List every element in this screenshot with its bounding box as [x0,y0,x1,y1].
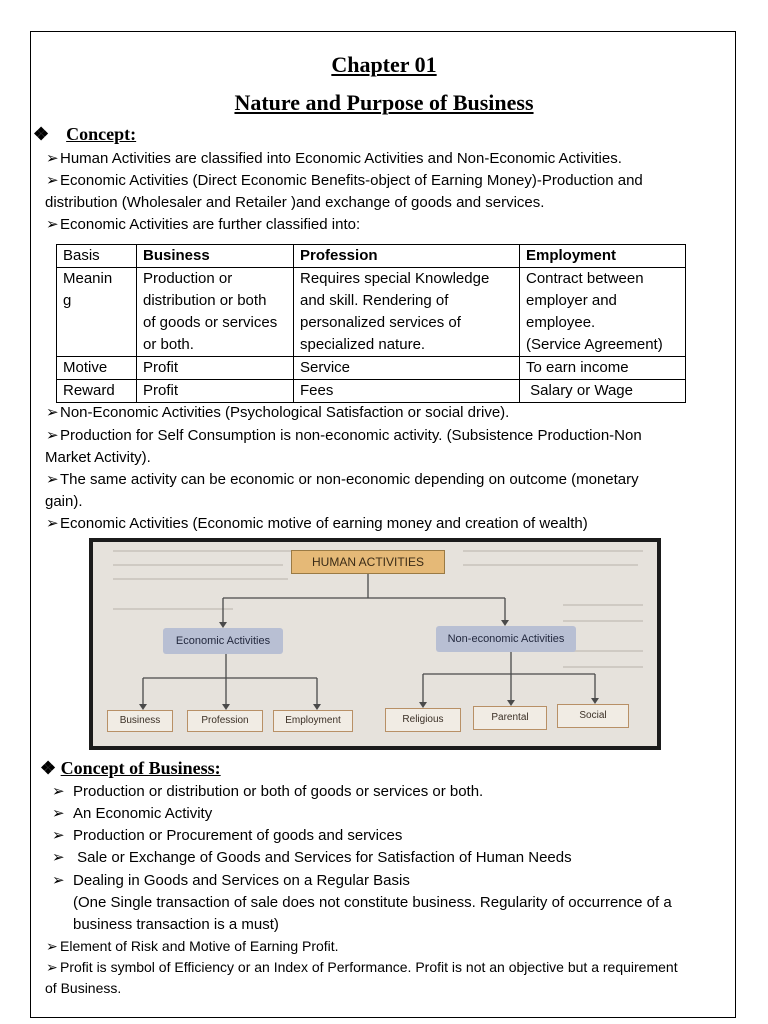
diagram-leaf-religious: Religious [385,708,461,732]
arrow-bullet-icon: ➢ [46,959,58,975]
chapter-subtitle: Nature and Purpose of Business [234,90,534,115]
list-item: ➢ Sale or Exchange of Goods and Services for Satisfaction of Human Needs [52,847,572,869]
concept-line: ➢Economic Activities (Direct Economic Benefits-object of Earning Money)-Production and [46,170,643,192]
arrow-bullet-icon: ➢ [52,849,65,866]
arrow-bullet-icon: ➢ [46,471,59,488]
diagram-leaf-employment: Employment [273,710,353,732]
table-cell: Profit [137,357,294,380]
diagram-economic-node: Economic Activities [163,628,283,654]
body-line: gain). [45,493,83,510]
list-item: ➢ Dealing in Goods and Services on a Regular Basis [52,870,410,892]
body-line: ➢ Profit is symbol of Efficiency or an Index of Performance. Profit is not an objective but a requirement [46,956,678,978]
list-item: ➢ An Economic Activity [52,803,212,825]
arrow-bullet-icon: ➢ [46,172,59,189]
classification-table [56,244,686,403]
table-header-cell: Business [137,245,294,268]
table-row [57,268,686,357]
table-cell: Fees [294,380,520,403]
arrow-bullet-icon: ➢ [46,938,58,954]
table-cell: Contract between employer and employee. (Service Agreement) [520,268,686,357]
concept-of-business-heading [40,758,221,779]
table-row [57,357,686,380]
table-cell: Production or distribution or both of goods or services or both. [137,268,294,357]
table-cell: Service [294,357,520,380]
concept-heading [33,124,136,145]
body-line: of Business. [45,980,122,996]
chapter-title: Chapter 01 [331,52,437,77]
table-cell: Requires special Knowledge and skill. Rendering of personalized services of specialized nature. [294,268,520,357]
diagram-leaf-profession: Profession [187,710,263,732]
diagram-leaf-parental: Parental [473,706,547,730]
arrow-bullet-icon: ➢ [46,515,59,532]
arrow-bullet-icon: ➢ [52,872,65,889]
list-item: ➢ Production or distribution or both of goods or services or both. [52,781,483,803]
table-header-row [57,245,686,268]
arrow-bullet-icon: ➢ [52,827,65,844]
table-header-cell: Profession [294,245,520,268]
concept-line: distribution (Wholesaler and Retailer )and exchange of goods and services. [45,194,545,211]
concept-heading-text: Concept: [66,124,137,144]
table-cell: Motive [57,357,137,380]
arrow-bullet-icon: ➢ [46,150,59,167]
concept-line: ➢Human Activities are classified into Economic Activities and Non-Economic Activities. [46,148,622,170]
table-cell: Salary or Wage [520,380,686,403]
body-line: ➢Production for Self Consumption is non-economic activity. (Subsistence Production-Non [46,425,642,447]
body-line: ➢Non-Economic Activities (Psychological Satisfaction or social drive). [46,402,509,424]
body-line: ➢ Element of Risk and Motive of Earning Profit. [46,935,339,957]
list-item-note: business transaction is a must) [73,916,279,933]
table-header-cell: Basis [57,245,137,268]
diamond-bullet-icon: ❖ [33,124,50,144]
concept-of-business-heading-text: Concept of Business: [60,758,221,778]
list-item: ➢ Production or Procurement of goods and services [52,825,402,847]
table-cell: Profit [137,380,294,403]
diagram-photo [93,542,657,746]
table-cell: To earn income [520,357,686,380]
arrow-bullet-icon: ➢ [46,427,59,444]
body-line: ➢Economic Activities (Economic motive of earning money and creation of wealth) [46,513,588,535]
table-header-cell: Employment [520,245,686,268]
arrow-bullet-icon: ➢ [46,216,59,233]
body-line: Market Activity). [45,449,151,466]
diagram-leaf-social: Social [557,704,629,728]
table-cell: Meanin g [57,268,137,357]
human-activities-diagram [89,538,661,750]
diagram-root-node: HUMAN ACTIVITIES [291,550,445,574]
arrow-bullet-icon: ➢ [52,805,65,822]
arrow-bullet-icon: ➢ [52,783,65,800]
diagram-leaf-business: Business [107,710,173,732]
diamond-bullet-icon: ❖ [40,758,57,778]
diagram-non-economic-node: Non-economic Activities [436,626,576,652]
arrow-bullet-icon: ➢ [46,404,59,421]
body-line: ➢The same activity can be economic or non-economic depending on outcome (monetary [46,469,639,491]
table-row [57,380,686,403]
table-cell: Reward [57,380,137,403]
list-item-note: (One Single transaction of sale does not constitute business. Regularity of occurrence of a [73,894,672,911]
concept-line: ➢Economic Activities are further classified into: [46,214,360,236]
